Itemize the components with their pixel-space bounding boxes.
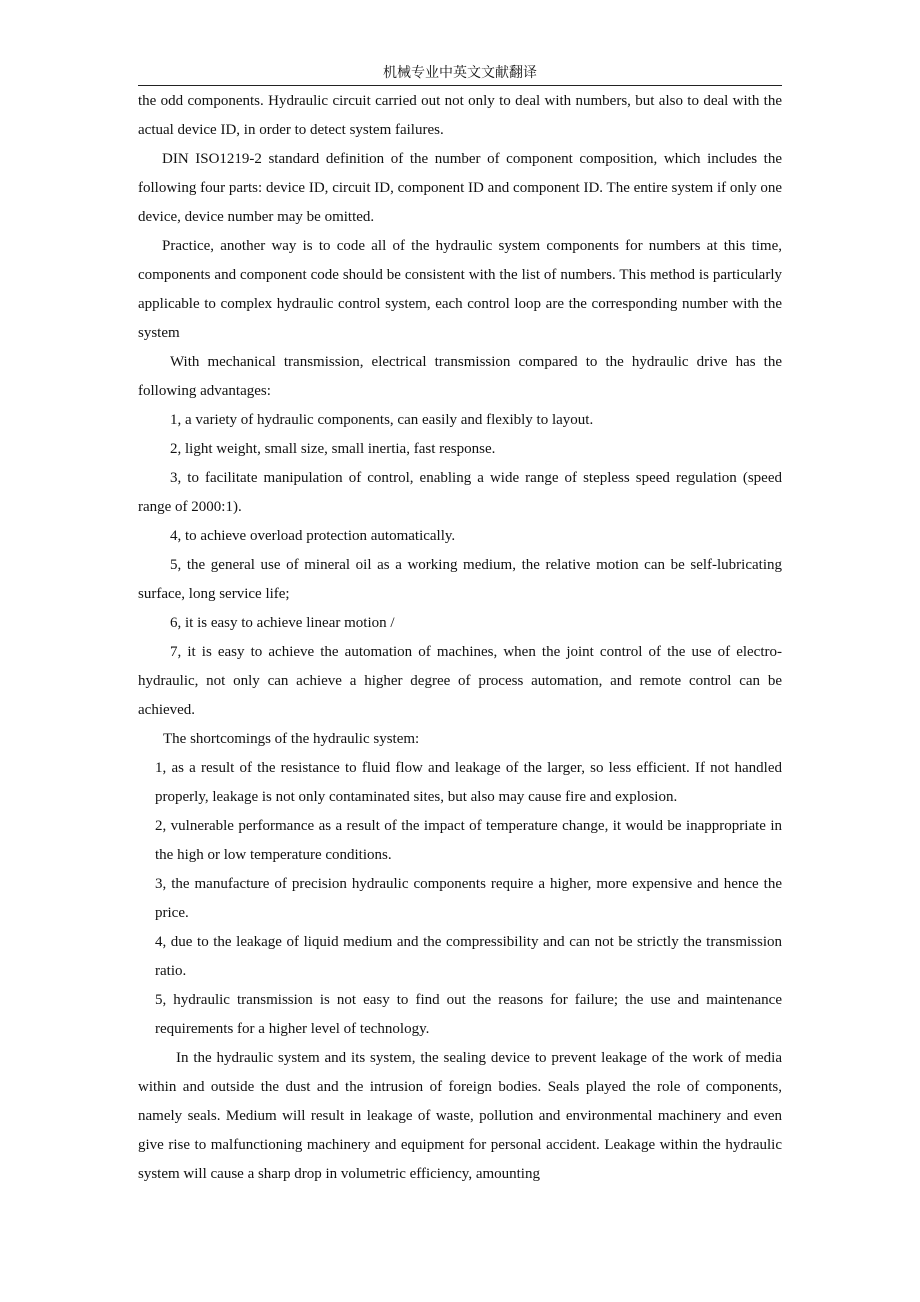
header-rule: [138, 85, 782, 86]
page-header-title: 机械专业中英文文献翻译: [383, 65, 537, 81]
list-item: 2, light weight, small size, small inertia, fast response.: [170, 441, 496, 457]
list-item: 3, to facilitate manipulation of control, enabling a wide range of stepless speed regulation (speed range of 2000:1).: [138, 470, 782, 515]
section-heading: The shortcomings of the hydraulic system:: [163, 731, 420, 747]
paragraph: In the hydraulic system and its system, the sealing device to prevent leakage of the work of media within and outside the dust and the intrusion of foreign bodies. Seals played the role of components, namely seals. Medium will result in leakage of waste, pollution and environmental machinery and even give rise to malfunctioning machinery and equipment for personal accident. Leakage within the hydraulic system will cause a sharp drop in volumetric efficiency, amounting: [138, 1050, 782, 1182]
list-item: 5, the general use of mineral oil as a working medium, the relative motion can be self-lubricating surface, long service life;: [138, 557, 782, 602]
paragraph: DIN ISO1219-2 standard definition of the number of component composition, which includes the following four parts: device ID, circuit ID, component ID and component ID. The entire system if only one device, device number may be omitted.: [138, 151, 782, 225]
list-item: 6, it is easy to achieve linear motion /: [170, 615, 395, 631]
paragraph: Practice, another way is to code all of the hydraulic system components for numbers at this time, components and component code should be consistent with the list of numbers. This method is particularly applicable to complex hydraulic control system, each control loop are the corresponding number with the system: [138, 238, 782, 341]
paragraph: With mechanical transmission, electrical transmission compared to the hydraulic drive has the following advantages:: [138, 354, 782, 399]
list-item: 3, the manufacture of precision hydraulic components require a higher, more expensive and hence the price.: [155, 876, 782, 921]
list-item: 1, a variety of hydraulic components, can easily and flexibly to layout.: [170, 412, 594, 428]
list-item: 4, to achieve overload protection automatically.: [170, 528, 456, 544]
list-item: 1, as a result of the resistance to fluid flow and leakage of the larger, so less efficient. If not handled properly, leakage is not only contaminated sites, but also may cause fire and explosion.: [155, 760, 782, 805]
list-item: 7, it is easy to achieve the automation of machines, when the joint control of the use of electro-hydraulic, not only can achieve a higher degree of process automation, and remote control can be achieved.: [138, 644, 782, 718]
list-item: 5, hydraulic transmission is not easy to find out the reasons for failure; the use and maintenance requirements for a higher level of technology.: [155, 992, 782, 1037]
document-body: [138, 87, 782, 1189]
list-item: 2, vulnerable performance as a result of the impact of temperature change, it would be inappropriate in the high or low temperature conditions.: [155, 818, 782, 863]
paragraph: the odd components. Hydraulic circuit carried out not only to deal with numbers, but also to deal with the actual device ID, in order to detect system failures.: [138, 93, 782, 138]
list-item: 4, due to the leakage of liquid medium and the compressibility and can not be strictly the transmission ratio.: [155, 934, 782, 979]
